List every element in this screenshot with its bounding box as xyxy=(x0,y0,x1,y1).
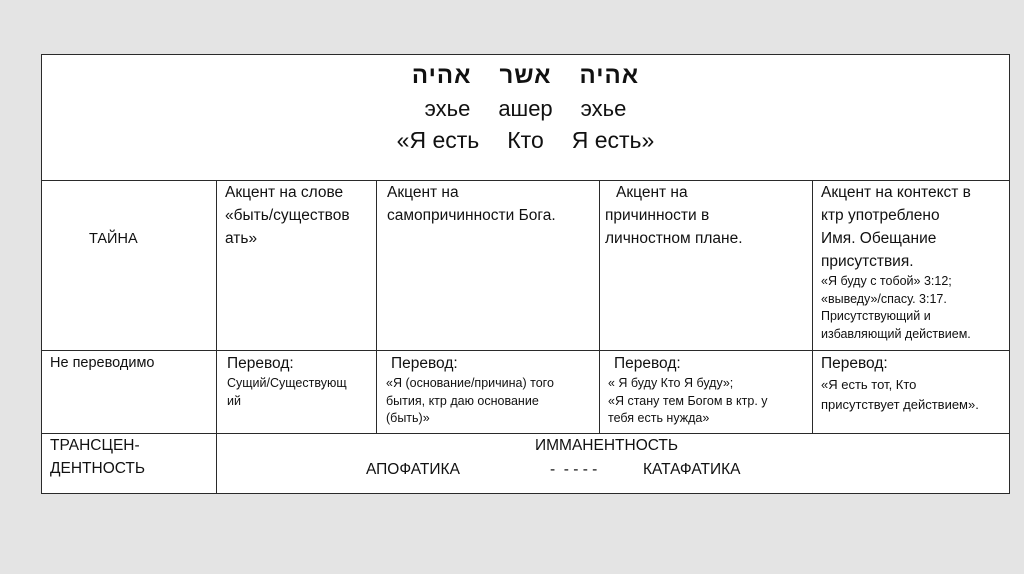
row2-col2-line: «Я (основание/причина) того xyxy=(386,376,554,390)
col-divider-1 xyxy=(216,180,217,494)
translit-word-3: эхье xyxy=(580,96,627,121)
col-divider-2 xyxy=(376,180,377,434)
row2-col2-head: Перевод: xyxy=(391,355,458,372)
table-rule-row2 xyxy=(41,433,1010,434)
dashes-separator: - - - - - xyxy=(550,461,598,478)
row1-col3 xyxy=(605,181,810,250)
row1-col4-line: Имя. Обещание xyxy=(821,230,937,247)
row1-col4-note: Присутствующий и xyxy=(821,309,931,323)
row1-col4-note: избавляющий действием. xyxy=(821,326,971,341)
hebrew-word-1: אהיה xyxy=(579,62,640,89)
row1-col4-line: Акцент на контекст в xyxy=(821,184,971,201)
row2-col1 xyxy=(227,352,375,410)
row1-col1-line: Акцент на слове xyxy=(225,184,344,201)
transliteration xyxy=(41,96,1010,122)
russian-word-1: «Я есть xyxy=(396,127,480,153)
row1-col4-line: присутствия. xyxy=(821,253,914,270)
row2-col1-line: Сущий/Существующ xyxy=(227,376,347,390)
col-divider-3 xyxy=(599,180,600,434)
translit-word-2: ашер xyxy=(498,96,553,121)
hebrew-word-3: אהיה xyxy=(411,62,472,89)
row1-col3-line: личностном плане. xyxy=(605,230,743,247)
table-rule-row1 xyxy=(41,350,1010,351)
russian-word-3: Я есть» xyxy=(571,127,655,153)
row2-col3 xyxy=(608,352,810,428)
hebrew-word-2: אשר xyxy=(499,62,552,89)
row1-col4-note: «выведу»/спасу. 3:17. xyxy=(821,291,947,306)
row1-col3-line: Акцент на xyxy=(616,184,688,201)
row2-col2 xyxy=(386,352,598,428)
row2-col1-head: Перевод: xyxy=(227,355,294,372)
row1-col1-line: «быть/существов xyxy=(225,207,350,224)
row2-col3-line: тебя есть нужда» xyxy=(608,411,710,425)
row3-label-line: ДЕНТНОСТЬ xyxy=(50,460,146,477)
immanence-label: ИММАНЕНТНОСТЬ xyxy=(535,437,679,454)
row2-col1-line: ий xyxy=(227,393,241,408)
names-table xyxy=(41,54,1010,494)
row1-col4-note: «Я буду с тобой» 3:12; xyxy=(821,274,952,288)
row2-col3-line: « Я буду Кто Я буду»; xyxy=(608,376,734,390)
row2-col4-line: «Я есть тот, Кто xyxy=(821,377,917,392)
row2-col4-line: присутствует действием». xyxy=(821,397,979,412)
row2-col3-line: «Я стану тем Богом в ктр. у xyxy=(608,393,768,408)
row2-col4 xyxy=(821,352,1009,415)
cataphatic-label: КАТАФАТИКА xyxy=(643,461,741,478)
apophatic-label: АПОФАТИКА xyxy=(366,461,460,478)
translit-word-1: эхье xyxy=(424,96,471,121)
table-border-bottom xyxy=(41,493,1010,494)
row1-col1-line: ать» xyxy=(225,230,258,247)
col-divider-4 xyxy=(812,180,813,434)
row2-col2-line: бытия, ктр даю основание xyxy=(386,393,539,408)
row1-col1 xyxy=(225,181,375,250)
row2-col4-head: Перевод: xyxy=(821,355,888,372)
slide xyxy=(41,54,1010,494)
row2-col2-line: (быть)» xyxy=(386,411,430,425)
row1-label: ТАЙНА xyxy=(89,231,138,247)
hebrew-name xyxy=(41,62,1010,90)
row2-col3-head: Перевод: xyxy=(614,355,681,372)
row1-col2-line: Акцент на xyxy=(387,184,459,201)
row1-col2-line: самопричинности Бога. xyxy=(387,207,556,224)
row2-label: Не переводимо xyxy=(50,355,155,371)
table-border-top xyxy=(41,54,1010,55)
row1-col2 xyxy=(387,181,597,227)
row3-label xyxy=(50,434,145,480)
row1-col4-line: ктр употреблено xyxy=(821,207,940,224)
row1-col4 xyxy=(821,181,1009,343)
row3-label-line: ТРАНСЦЕН- xyxy=(50,437,140,454)
russian-word-2: Кто xyxy=(507,127,544,153)
row1-col3-line: причинности в xyxy=(605,207,710,224)
russian-translation xyxy=(41,127,1010,154)
